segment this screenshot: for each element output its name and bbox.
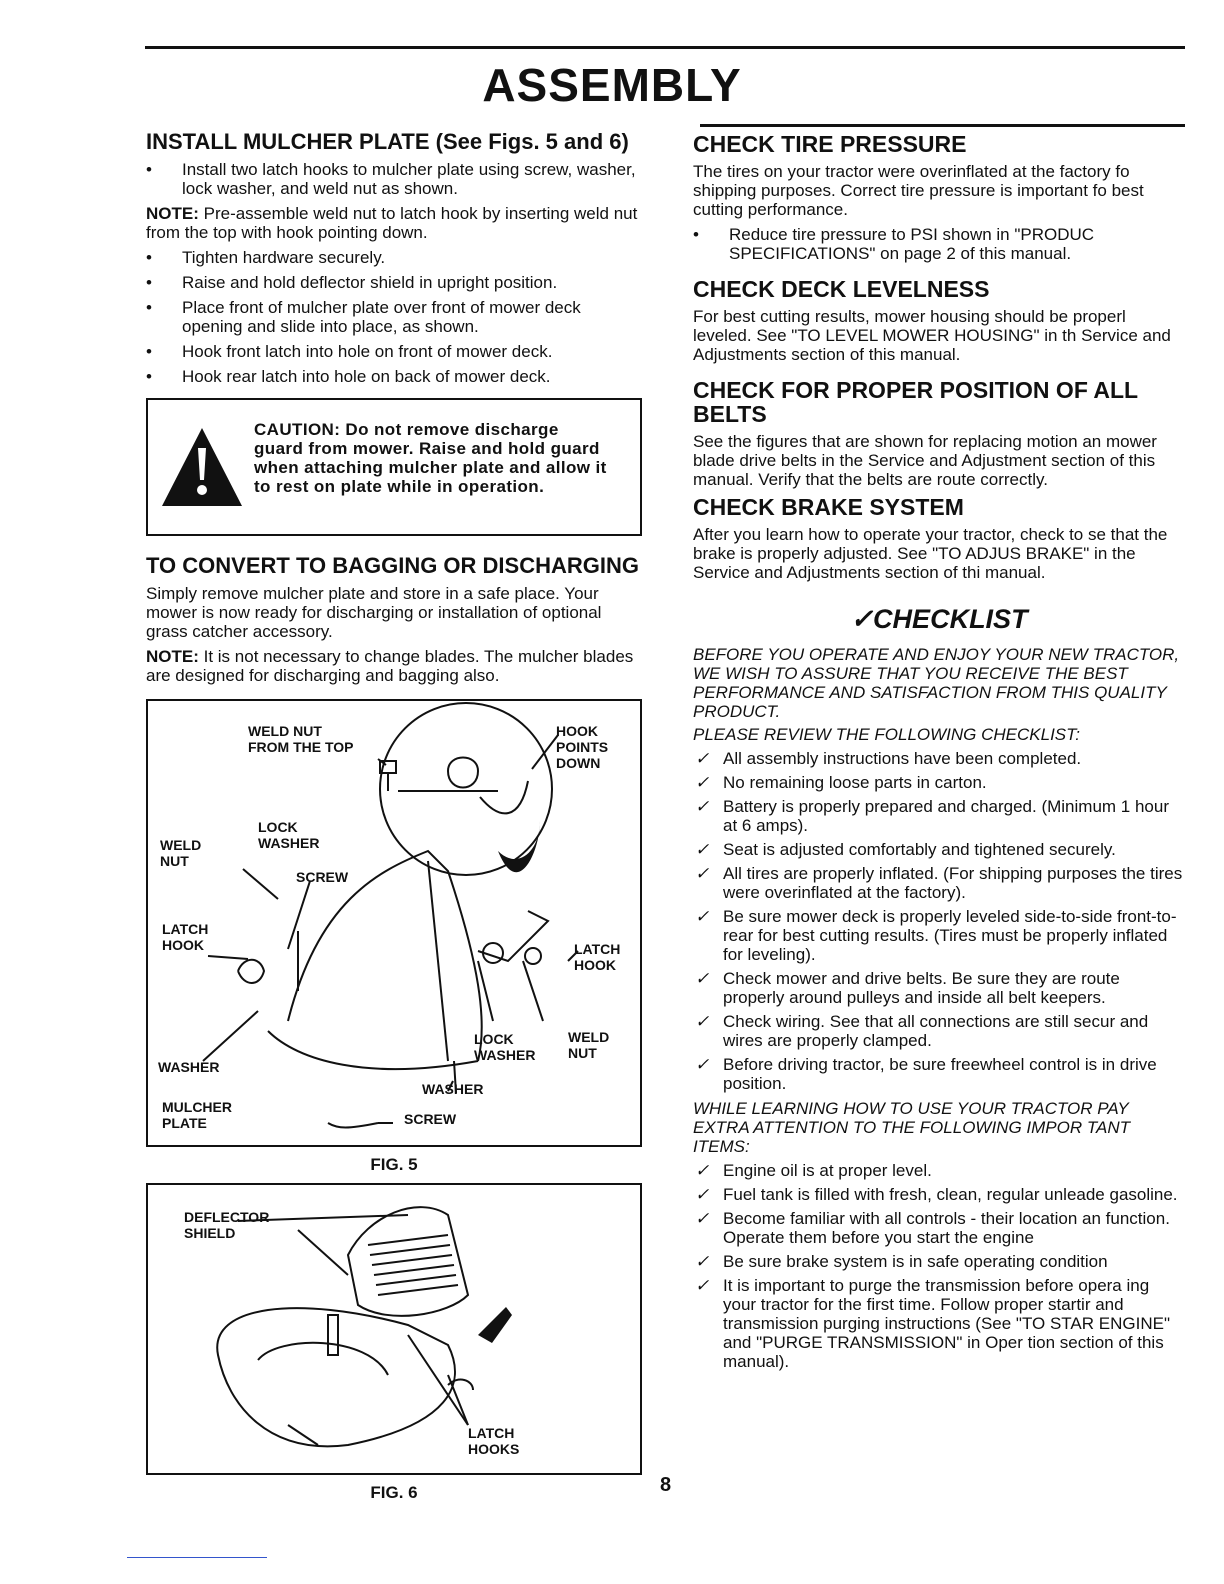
figure-6 bbox=[146, 1183, 642, 1475]
list-item: • Install two latch hooks to mulcher plate using screw, washer, lock washer, and weld nut as shown. bbox=[146, 160, 642, 198]
label-lock-washer-left: LOCK WASHER bbox=[258, 819, 320, 851]
list-item: • Reduce tire pressure to PSI shown in "PRODUC SPECIFICATIONS" on page 2 of this manual. bbox=[693, 225, 1185, 263]
label-screw-left: SCREW bbox=[296, 869, 349, 885]
left-column bbox=[146, 130, 642, 1503]
right-rule bbox=[700, 124, 1185, 127]
bottom-rule bbox=[127, 1557, 267, 1558]
label-weld-nut-right: WELD NUT bbox=[568, 1029, 610, 1061]
checklist-items-2 bbox=[693, 1161, 1185, 1371]
list-item: • Raise and hold deflector shield in upright position. bbox=[146, 273, 642, 292]
mulcher-steps bbox=[146, 160, 642, 198]
warning-icon bbox=[160, 426, 244, 508]
checklist-review: PLEASE REVIEW THE FOLLOWING CHECKLIST: bbox=[693, 725, 1080, 744]
label-lock-washer-right: LOCK WASHER bbox=[474, 1031, 536, 1063]
note-preassemble: NOTE: Pre-assemble weld nut to latch hook by inserting weld nut from the top with hook pointing down. bbox=[146, 204, 638, 242]
deck-text: For best cutting results, mower housing should be properl leveled. See "TO LEVEL MOWER HOUSING" in th Service and Adjustments section of this manual. bbox=[693, 307, 1171, 364]
list-item: • Hook front latch into hole on front of mower deck. bbox=[146, 342, 642, 361]
list-item: • Hook rear latch into hole on back of mower deck. bbox=[146, 367, 642, 386]
label-hook-points: HOOK POINTS DOWN bbox=[556, 723, 609, 771]
figure-6-caption: FIG. 6 bbox=[370, 1483, 418, 1502]
list-item: ✓ Become familiar with all controls - their location an function. Operate them before you start the engine bbox=[693, 1209, 1185, 1247]
tire-text: The tires on your tractor were overinflated at the factory fo shipping purposes. Correct tire pressure is important fo best cutting performance. bbox=[693, 162, 1144, 219]
checklist-while: WHILE LEARNING HOW TO USE YOUR TRACTOR PAY EXTRA ATTENTION TO THE FOLLOWING IMPOR TANT ITEMS: bbox=[693, 1099, 1130, 1156]
label-screw-bottom: SCREW bbox=[404, 1111, 457, 1127]
convert-text: Simply remove mulcher plate and store in a safe place. Your mower is now ready for discharging or installation of optional grass catcher accessory. bbox=[146, 584, 602, 641]
label-weld-nut-left: WELD NUT bbox=[160, 837, 202, 869]
brake-text: After you learn how to operate your tractor, check to se that the brake is properly adjusted. See "TO ADJUS BRAKE" in the Service and Adjustments section of thi manual. bbox=[693, 525, 1168, 582]
note-blades: NOTE: It is not necessary to change blades. The mulcher blades are designed for discharging and bagging also. bbox=[146, 647, 634, 685]
list-item: ✓ Be sure brake system is in safe operating condition bbox=[693, 1252, 1185, 1271]
caution-box bbox=[146, 398, 642, 536]
tire-steps bbox=[693, 225, 1185, 263]
mulcher-steps-2 bbox=[146, 248, 642, 386]
label-washer-left: WASHER bbox=[158, 1059, 220, 1075]
label-deflector-shield: DEFLECTOR SHIELD bbox=[184, 1209, 270, 1241]
list-item: ✓ All tires are properly inflated. (For shipping purposes the tires were overinflated at the factory). bbox=[693, 864, 1185, 902]
list-item: • Place front of mulcher plate over front of mower deck opening and slide into place, as shown. bbox=[146, 298, 642, 336]
list-item: ✓ Before driving tractor, be sure freewheel control is in drive position. bbox=[693, 1055, 1185, 1093]
top-rule bbox=[145, 46, 1185, 49]
label-latch-hook-left: LATCH HOOK bbox=[162, 921, 209, 953]
belts-heading: CHECK FOR PROPER POSITION OF ALL BELTS bbox=[693, 377, 1138, 427]
caution-text: CAUTION: Do not remove discharge guard from mower. Raise and hold guard when attaching mulcher plate and allow it to rest on plate while in operation. bbox=[254, 420, 607, 496]
list-item: ✓ Engine oil is at proper level. bbox=[693, 1161, 1185, 1180]
label-latch-hooks: LATCH HOOKS bbox=[468, 1425, 520, 1457]
list-item: ✓ Check mower and drive belts. Be sure they are route properly around pulleys and inside all belt keepers. bbox=[693, 969, 1185, 1007]
figure-5-caption: FIG. 5 bbox=[370, 1155, 418, 1174]
label-washer-bottom: WASHER bbox=[422, 1081, 484, 1097]
tire-heading: CHECK TIRE PRESSURE bbox=[693, 131, 967, 157]
figure-5 bbox=[146, 699, 642, 1147]
convert-heading: TO CONVERT TO BAGGING OR DISCHARGING bbox=[146, 553, 639, 578]
checklist-items bbox=[693, 749, 1185, 1093]
right-column bbox=[693, 130, 1185, 1371]
brake-heading: CHECK BRAKE SYSTEM bbox=[693, 494, 964, 520]
label-latch-hook-right: LATCH HOOK bbox=[574, 941, 621, 973]
list-item: ✓ Fuel tank is filled with fresh, clean, regular unleade gasoline. bbox=[693, 1185, 1185, 1204]
label-weld-nut-top: WELD NUT FROM THE TOP bbox=[248, 723, 354, 755]
list-item: ✓ Battery is properly prepared and charged. (Minimum 1 hour at 6 amps). bbox=[693, 797, 1185, 835]
page-title: ASSEMBLY bbox=[482, 59, 742, 111]
belts-text: See the figures that are shown for replacing motion an mower blade drive belts in the Service and Adjustment section of this manual. Verify that the belts are route correctly. bbox=[693, 432, 1157, 489]
list-item: • Tighten hardware securely. bbox=[146, 248, 642, 267]
list-item: ✓ Be sure mower deck is properly leveled side-to-side front-to-rear for best cutting results. (Tires must be properly inflated for leveling). bbox=[693, 907, 1185, 964]
list-item: ✓ Seat is adjusted comfortably and tightened securely. bbox=[693, 840, 1185, 859]
deck-heading: CHECK DECK LEVELNESS bbox=[693, 276, 990, 302]
list-item: ✓ It is important to purge the transmission before opera ing your tractor for the first time. Follow proper startir and transmission purging instructions (See "TO STAR ENGINE" and "PURGE TRANSMISSION" in Oper tion section of this manual). bbox=[693, 1276, 1185, 1371]
list-item: ✓ All assembly instructions have been completed. bbox=[693, 749, 1185, 768]
checklist-title: ✓CHECKLIST bbox=[850, 604, 1028, 634]
page-number: 8 bbox=[660, 1474, 672, 1496]
list-item: ✓ Check wiring. See that all connections are still secur and wires are properly clamped. bbox=[693, 1012, 1185, 1050]
mulcher-heading: INSTALL MULCHER PLATE (See Figs. 5 and 6) bbox=[146, 129, 629, 154]
list-item: ✓ No remaining loose parts in carton. bbox=[693, 773, 1185, 792]
label-mulcher-plate: MULCHER PLATE bbox=[162, 1099, 232, 1131]
checklist-intro: BEFORE YOU OPERATE AND ENJOY YOUR NEW TRACTOR, WE WISH TO ASSURE THAT YOU RECEIVE THE BEST PERFORMANCE AND SATISFACTION FROM THIS QUALITY PRODUCT. bbox=[693, 645, 1180, 721]
